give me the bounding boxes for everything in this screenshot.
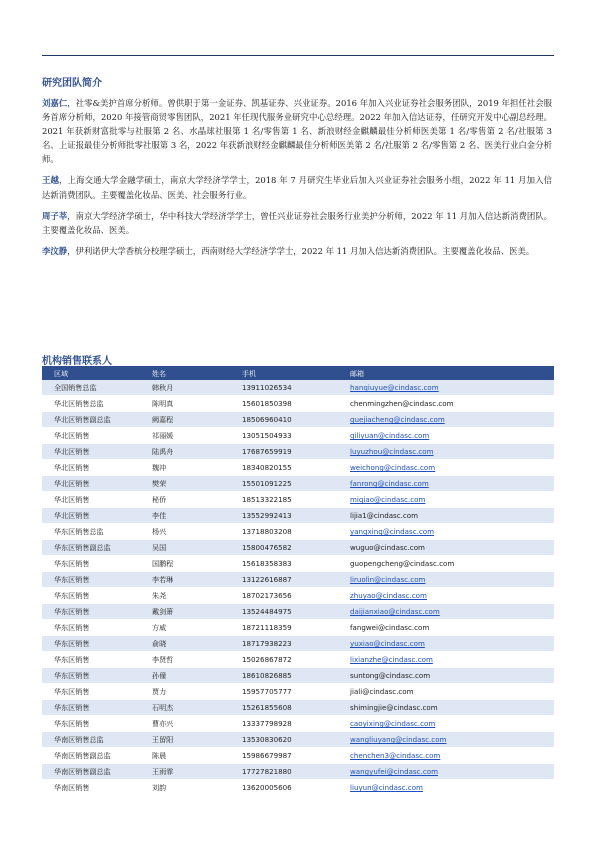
table-row xyxy=(42,780,554,796)
cell-name: 樊荣 xyxy=(140,476,230,492)
cell-phone: 15601850398 xyxy=(230,396,338,412)
cell-name: 王留阳 xyxy=(140,732,230,748)
table-row xyxy=(42,540,554,556)
cell-name: 吴国 xyxy=(140,540,230,556)
cell-name: 方威 xyxy=(140,620,230,636)
cell-phone: 18702173656 xyxy=(230,588,338,604)
cell-region: 华东区销售 xyxy=(42,652,140,668)
cell-email[interactable]: daijianxiao@cindasc.com xyxy=(338,604,554,620)
cell-phone: 15986679987 xyxy=(230,748,338,764)
cell-phone: 13620005606 xyxy=(230,780,338,796)
cell-phone: 18717938223 xyxy=(230,636,338,652)
cell-email: fangwei@cindasc.com xyxy=(338,620,554,636)
cell-phone: 13530830620 xyxy=(230,732,338,748)
cell-region: 华北区销售 xyxy=(42,444,140,460)
table-row xyxy=(42,764,554,780)
cell-name: 杨兴 xyxy=(140,524,230,540)
cell-region: 华北区销售 xyxy=(42,460,140,476)
cell-region: 华北区销售总监 xyxy=(42,396,140,412)
header-phone: 手机 xyxy=(230,368,338,380)
table-row xyxy=(42,700,554,716)
cell-phone: 18513322185 xyxy=(230,492,338,508)
cell-email[interactable]: zhuyao@cindasc.com xyxy=(338,588,554,604)
table-row xyxy=(42,620,554,636)
bio-name: 李汶静 xyxy=(42,245,68,256)
cell-phone: 15026867872 xyxy=(230,652,338,668)
cell-region: 华南区销售总监 xyxy=(42,732,140,748)
cell-name: 魏冲 xyxy=(140,460,230,476)
cell-name: 陈明真 xyxy=(140,396,230,412)
cell-email: shimingjie@cindasc.com xyxy=(338,700,554,716)
cell-name: 贾力 xyxy=(140,684,230,700)
cell-name: 秘侨 xyxy=(140,492,230,508)
cell-phone: 15800476582 xyxy=(230,540,338,556)
table-row xyxy=(42,428,554,444)
bio-entry xyxy=(42,173,552,201)
cell-email[interactable]: miqiao@cindasc.com xyxy=(338,492,554,508)
cell-phone: 18340820155 xyxy=(230,460,338,476)
table-row xyxy=(42,476,554,492)
cell-region: 华南区销售 xyxy=(42,780,140,796)
table-row xyxy=(42,396,554,412)
bio-entry xyxy=(42,244,552,258)
cell-region: 华北区销售 xyxy=(42,508,140,524)
table-row xyxy=(42,556,554,572)
table-row xyxy=(42,588,554,604)
contact-section-title: 机构销售联系人 xyxy=(42,356,112,367)
cell-region: 华东区销售 xyxy=(42,636,140,652)
bio-name: 王越 xyxy=(42,175,60,186)
cell-name: 石明杰 xyxy=(140,700,230,716)
contacts-table-body xyxy=(42,380,554,796)
cell-name: 俞晓 xyxy=(140,636,230,652)
cell-region: 全国销售总监 xyxy=(42,380,140,396)
contacts-table xyxy=(42,368,554,796)
table-row xyxy=(42,508,554,524)
cell-email: guopengcheng@cindasc.com xyxy=(338,556,554,572)
bio-section-title: 研究团队简介 xyxy=(42,78,102,89)
cell-email[interactable]: caoyixing@cindasc.com xyxy=(338,716,554,732)
cell-phone: 15618358383 xyxy=(230,556,338,572)
cell-email[interactable]: wangliuyang@cindasc.com xyxy=(338,732,554,748)
table-row xyxy=(42,412,554,428)
cell-email[interactable]: quejiacheng@cindasc.com xyxy=(338,412,554,428)
cell-phone: 13718803208 xyxy=(230,524,338,540)
cell-region: 华东区销售 xyxy=(42,716,140,732)
table-header-row xyxy=(42,368,554,380)
cell-region: 华东区销售 xyxy=(42,668,140,684)
cell-phone: 13524484975 xyxy=(230,604,338,620)
cell-email[interactable]: hanqiuyue@cindasc.com xyxy=(338,380,554,396)
table-row xyxy=(42,380,554,396)
cell-email: jiali@cindasc.com xyxy=(338,684,554,700)
table-row xyxy=(42,444,554,460)
cell-email: suntong@cindasc.com xyxy=(338,668,554,684)
cell-region: 华南区销售副总监 xyxy=(42,764,140,780)
cell-region: 华东区销售 xyxy=(42,620,140,636)
cell-phone: 18610826885 xyxy=(230,668,338,684)
table-row xyxy=(42,604,554,620)
bio-list xyxy=(42,96,552,265)
cell-email[interactable]: liruolin@cindasc.com xyxy=(338,572,554,588)
cell-region: 华东区销售 xyxy=(42,588,140,604)
bio-text: ，南京大学经济学硕士，华中科技大学经济学学士，曾任兴业证券社会服务行业美护分析师，2022 年 11 月加入信达新消费团队。主要覆盖化妆品、医美。 xyxy=(42,210,553,235)
cell-email: wuguo@cindasc.com xyxy=(338,540,554,556)
cell-name: 李若琳 xyxy=(140,572,230,588)
cell-email: lijia1@cindasc.com xyxy=(338,508,554,524)
table-row xyxy=(42,492,554,508)
cell-email[interactable]: qiliyuan@cindasc.com xyxy=(338,428,554,444)
cell-phone: 15501091225 xyxy=(230,476,338,492)
cell-name: 刘韵 xyxy=(140,780,230,796)
cell-region: 华东区销售副总监 xyxy=(42,540,140,556)
cell-email[interactable]: yuxiao@cindasc.com xyxy=(338,636,554,652)
cell-region: 华东区销售 xyxy=(42,604,140,620)
cell-email[interactable]: wangyufei@cindasc.com xyxy=(338,764,554,780)
cell-phone: 13122616887 xyxy=(230,572,338,588)
cell-email[interactable]: yangxing@cindasc.com xyxy=(338,524,554,540)
bio-text: ，伊利诺伊大学香槟分校理学硕士，西南财经大学经济学学士，2022 年 11 月加入信达新消费团队。主要覆盖化妆品、医美。 xyxy=(67,245,535,256)
bio-name: 周子莘 xyxy=(42,210,68,221)
table-row xyxy=(42,652,554,668)
table-row xyxy=(42,460,554,476)
cell-name: 曹亦兴 xyxy=(140,716,230,732)
header-name: 姓名 xyxy=(140,368,230,380)
header-email: 邮箱 xyxy=(338,368,554,380)
table-row xyxy=(42,748,554,764)
bio-entry xyxy=(42,209,552,237)
cell-region: 华南区销售副总监 xyxy=(42,748,140,764)
cell-name: 韩秋月 xyxy=(140,380,230,396)
cell-phone: 18506960410 xyxy=(230,412,338,428)
top-divider xyxy=(42,55,554,56)
cell-phone: 17727821880 xyxy=(230,764,338,780)
cell-email[interactable]: lixianzhe@cindasc.com xyxy=(338,652,554,668)
bio-text: ，社零&美护首席分析师。曾供职于第一金证券、凯基证券、兴业证券。2016 年加入兴业证券社会服务团队，2019 年担任社会服务首席分析师，2020 年接管商贸零售团队，2021 年任现代服务业研究中心总经理。2022 年加入信达证券，任研究开发中心副总经理。 2021 年获新财富批零与社服第 2 名、水晶球社服第 1 名/零售第 1 名、新浪财经金麒麟最佳分析师医美第 1 名/零售第 2 名/社服第 3 名、上证报最佳分析师批零社服第 3 名，2022 年获新浪财经金麒麟最佳分析师医美第 2 名/社服第 2 名/零售第 2 名、医美行业白金分析师。 xyxy=(42,98,553,165)
cell-phone: 18721118359 xyxy=(230,620,338,636)
bio-text: ，上海交通大学金融学硕士，南京大学经济学学士，2018 年 7 月研究生毕业后加入兴业证券社会服务小组，2022 年 11 月加入信达新消费团队。主要覆盖化妆品、医美、社会服务行业。 xyxy=(42,175,552,200)
table-row xyxy=(42,524,554,540)
table-row xyxy=(42,732,554,748)
cell-phone: 17687659919 xyxy=(230,444,338,460)
cell-phone: 15261855608 xyxy=(230,700,338,716)
cell-name: 陆禹舟 xyxy=(140,444,230,460)
cell-email: chenmingzhen@cindasc.com xyxy=(338,396,554,412)
cell-name: 李佳 xyxy=(140,508,230,524)
table-row xyxy=(42,572,554,588)
cell-email[interactable]: chenchen3@cindasc.com xyxy=(338,748,554,764)
cell-name: 李贤哲 xyxy=(140,652,230,668)
cell-region: 华东区销售 xyxy=(42,556,140,572)
bio-name: 刘嘉仁 xyxy=(42,98,68,108)
cell-region: 华东区销售 xyxy=(42,684,140,700)
table-row xyxy=(42,684,554,700)
cell-region: 华北区销售 xyxy=(42,428,140,444)
table-row xyxy=(42,716,554,732)
cell-phone: 13552992413 xyxy=(230,508,338,524)
cell-region: 华东区销售 xyxy=(42,572,140,588)
cell-email[interactable]: liuyun@cindasc.com xyxy=(338,780,554,796)
header-region: 区域 xyxy=(42,368,140,380)
cell-region: 华北区销售 xyxy=(42,492,140,508)
cell-name: 祁丽媛 xyxy=(140,428,230,444)
cell-name: 阙嘉程 xyxy=(140,412,230,428)
cell-phone: 15957705777 xyxy=(230,684,338,700)
cell-name: 朱尧 xyxy=(140,588,230,604)
cell-name: 孙僮 xyxy=(140,668,230,684)
cell-phone: 13051504933 xyxy=(230,428,338,444)
cell-region: 华北区销售 xyxy=(42,476,140,492)
cell-email[interactable]: fanrong@cindasc.com xyxy=(338,476,554,492)
cell-name: 戴剑箫 xyxy=(140,604,230,620)
cell-phone: 13337798928 xyxy=(230,716,338,732)
cell-email[interactable]: weichong@cindasc.com xyxy=(338,460,554,476)
cell-email[interactable]: luyuzhou@cindasc.com xyxy=(338,444,554,460)
cell-name: 陈晨 xyxy=(140,748,230,764)
cell-phone: 13911026534 xyxy=(230,380,338,396)
table-row xyxy=(42,668,554,684)
cell-region: 华北区销售副总监 xyxy=(42,412,140,428)
cell-name: 王雨霏 xyxy=(140,764,230,780)
cell-region: 华东区销售 xyxy=(42,700,140,716)
bio-entry xyxy=(42,96,552,166)
table-row xyxy=(42,636,554,652)
cell-name: 国鹏程 xyxy=(140,556,230,572)
cell-region: 华东区销售总监 xyxy=(42,524,140,540)
